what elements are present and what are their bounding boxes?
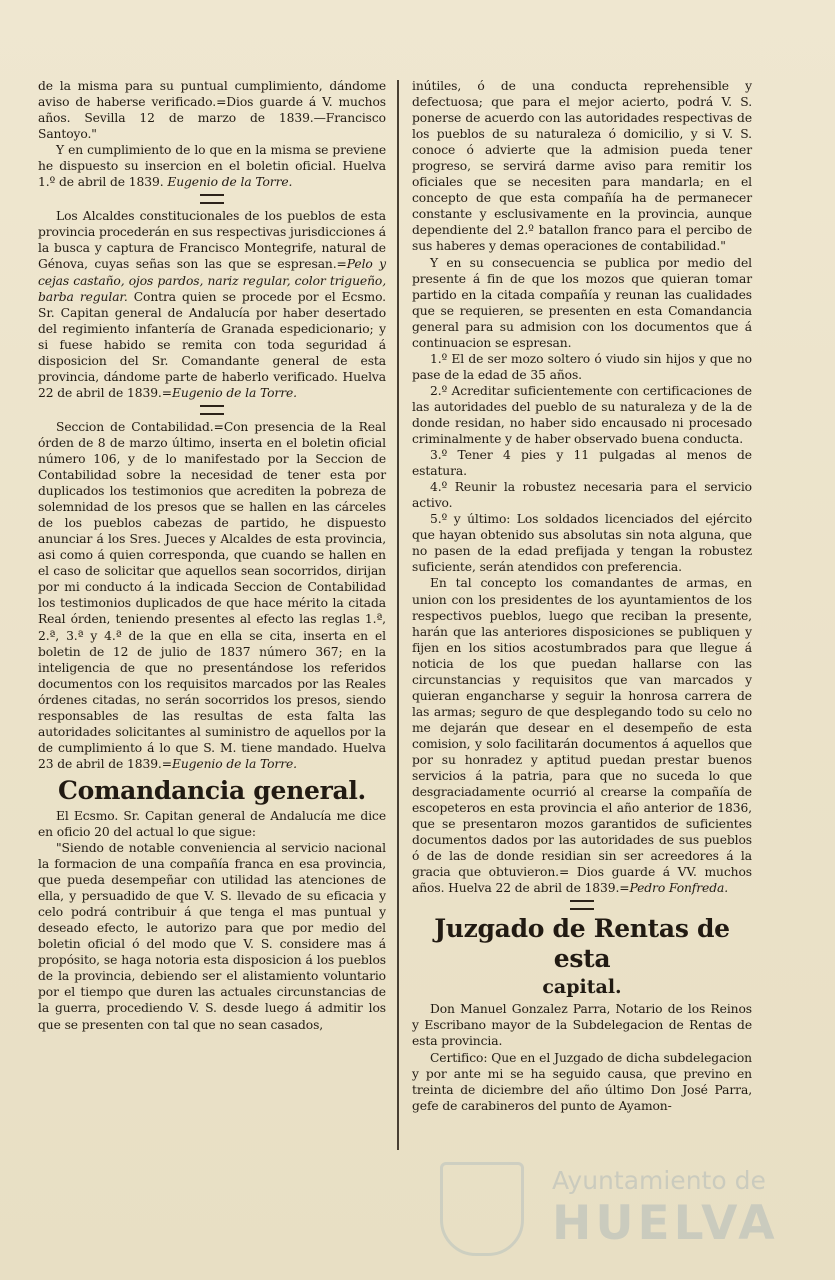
requirement-item: 1.º El de ser mozo soltero ó viudo sin hijos y que no pase de la edad de 35 años. <box>412 351 752 382</box>
requirement-item: 2.º Acreditar suficientemente con certificaciones de las autoridades del pueblo de su naturaleza y de la de donde residan, no haber sido encausado ni procesado criminalmente y de haber observado buena conducta. <box>412 383 752 447</box>
paragraph-notary: Don Manuel Gonzalez Parra, Notario de los Reinos y Escribano mayor de la Subdelegacion de Rentas de esta provincia. <box>412 1002 752 1049</box>
physical-description: Pelo y cejas castaño, ojos pardos, nariz regular, color trigueño, barba regular. <box>38 257 386 304</box>
requirement-item: 3.º Tener 4 pies y 11 pulgadas al menos de estatura. <box>412 448 752 479</box>
paragraph-continuation: de la misma para su puntual cumplimiento, dándome aviso de haberse verificado.=Dios guarde á V. muchos años. Sevilla 12 de marzo de 1839.—Francisco Santoyo." <box>38 79 386 142</box>
coat-of-arms-icon <box>440 1162 524 1256</box>
archive-watermark <box>440 1162 779 1252</box>
requirement-item: 5.º y último: Los soldados licenciados del ejército que hayan obtenido sus absolutas sin nota alguna, que no pasen de la edad prefijada y tengan la robustez suficiente, serán atendidos con preferencia. <box>412 512 752 575</box>
section-heading-juzgado: Juzgado de Rentas de esta <box>434 914 730 974</box>
paragraph-captain-general: El Ecsmo. Sr. Capitan general de Andalucía me dice en oficio 20 del actual lo que sigue: <box>38 808 386 839</box>
requirement-item: 4.º Reunir la robustez necesaria para el servicio activo. <box>412 480 752 511</box>
section-separator <box>200 405 224 415</box>
section-subheading: capital. <box>542 976 622 999</box>
paragraph-commanders: En tal concepto los comandantes de armas, en union con los presidentes de los ayuntamientos de los respectivos pueblos, luego que reciban la presente, harán que las anteriores disposiciones se publiquen y fijen en los sitios acostumbrados para que llegue á noticia de los que puedan hallarse con las circunstancias y requisitos que van marcados y quieran engancharse y seguir la honrosa carrera de las armas; seguro de que desplegando todo su celo no me dejarán que desear en el desempeño de esta comision, y solo facilitarán documentos á aquellos que por su honradez y aptitud puedan prestar buenos servicios á la patria, para que no suceda lo que desgraciadamente ocurrió al crearse la compañía de escopeteros en esta provincia el año anterior de 1836, que se presentaron mozos garantidos de suficientes documentos dados por las autoridades de sus pueblos ó de las de donde residian sin ser acreedores á la gracia que obtuvieron.= Dios guarde á VV. muchos años. Huelva 22 de abril de 1839.=Pedro Fonfreda. <box>412 576 752 896</box>
paragraph-quoted-order: "Siendo de notable conveniencia al servicio nacional la formacion de una compañía franca en esa provincia, que pueda desempeñar con utilidad las atenciones de ella, y persuadido de que V. S. llevado de su eficacia y celo podrá contribuir á que tenga el mas puntual y deseado efecto, le autorizo para que por medio del boletin oficial ó del modo que V. S. considere mas á propósito, se haga notoria esta disposicion á los pueblos de la provincia, debiendo ser el alistamiento voluntario por el tiempo que duren las actuales circunstancias de la guerra, procediendo V. S. desde luego á admitir los que se presenten con tal que no sean casados, <box>38 841 386 1032</box>
paragraph-certifico: Certifico: Que en el Juzgado de dicha subdelegacion y por ante mi se ha seguido causa, que previno en treinta de diciembre del año último Don José Parra, gefe de carabineros del punto de Ayamon- <box>412 1050 752 1113</box>
right-column <box>412 78 752 1114</box>
watermark-line2: HUELVA <box>552 1196 779 1251</box>
paragraph-insertion-notice: Y en cumplimiento de lo que en la misma se previene he dispuesto su insercion en el boletin oficial. Huelva 1.º de abril de 1839. Eugenio de la Torre. <box>38 143 386 190</box>
section-separator <box>200 194 224 204</box>
section-heading-comandancia: Comandancia general. <box>58 775 366 805</box>
section-separator <box>570 900 594 910</box>
column-divider <box>397 80 399 1150</box>
left-column <box>38 78 386 1033</box>
paragraph-quoted-continuation: inútiles, ó de una conducta reprehensible y defectuosa; que para el mejor acierto, podrá V. S. ponerse de acuerdo con las autoridades respectivas de los pueblos de su naturaleza ó domicilio, y si V. S. conoce ó advierte que la admision pueda tener progreso, se servirá darme aviso para remitir los oficiales que se necesiten para mandarla; en el concepto de que esta compañía ha de permanecer constante y esclusivamente en la provincia, aunque dependiente del 2.º batallon franco para el percibo de sus haberes y demas operaciones de contabilidad." <box>412 79 752 254</box>
signature: Eugenio de la Torre. <box>171 385 297 400</box>
paragraph-capture-order: Los Alcaldes constitucionales de los pueblos de esta provincia procederán en sus respectivas jurisdicciones á la busca y captura de Francisco Montegrife, natural de Génova, cuyas señas son las que se espresan.=Pelo y cejas castaño, ojos pardos, nariz regular, color trigueño, barba regular. Contra quien se procede por el Ecsmo. Sr. Capitan general de Andalucía por haber desertado del regimiento infantería de Granada espedicionario; y si fuese habido se remita con toda seguridad á disposicion del Sr. Comandante general de esta provincia, dándome parte de haberlo verificado. Huelva 22 de abril de 1839.=Eugenio de la Torre. <box>38 209 386 400</box>
signature: Pedro Fonfreda. <box>629 881 729 896</box>
signature: Eugenio de la Torre. <box>167 175 293 190</box>
watermark-line1: Ayuntamiento de <box>552 1166 766 1195</box>
paragraph-contabilidad: Seccion de Contabilidad.=Con presencia de la Real órden de 8 de marzo último, inserta en el boletin oficial número 106, y de lo manifestado por la Seccion de Contabilidad sobre la necesidad de tener esta por duplicados los testimonios que acrediten la pobreza de solemnidad de los presos que se hallen en las cárceles de los pueblos cabezas de partido, he dispuesto anunciar á los Sres. Jueces y Alcaldes de esta provincia, asi como á quien corresponda, que cuando se hallen en el caso de solicitar que aquellos sean socorridos, dirijan por mi conducto á la indicada Seccion de Contabilidad los testimonios duplicados de que hace mérito la citada Real órden, teniendo presentes al efecto las reglas 1.ª, 2.ª, 3.ª y 4.ª de la que en ella se cita, inserta en el boletin de 12 de julio de 1837 número 367; en la inteligencia de que no presentándose los referidos documentos con los requisitos marcados por las Reales órdenes citadas, no serán socorridos los presos, siendo responsables de las resultas de esta falta las autoridades solicitantes al suministro de aquellos por la de cumplimiento á lo que S. M. tiene mandado. Huelva 23 de abril de 1839.=Eugenio de la Torre. <box>38 419 386 771</box>
signature: Eugenio de la Torre. <box>171 756 297 771</box>
paragraph-publication: Y en su consecuencia se publica por medio del presente á fin de que los mozos que quieran tomar partido en la citada compañía y reunan las cualidades que se requieren, se presenten en esta Comandancia general para su admision con los documentos que á continuacion se espresan. <box>412 255 752 350</box>
